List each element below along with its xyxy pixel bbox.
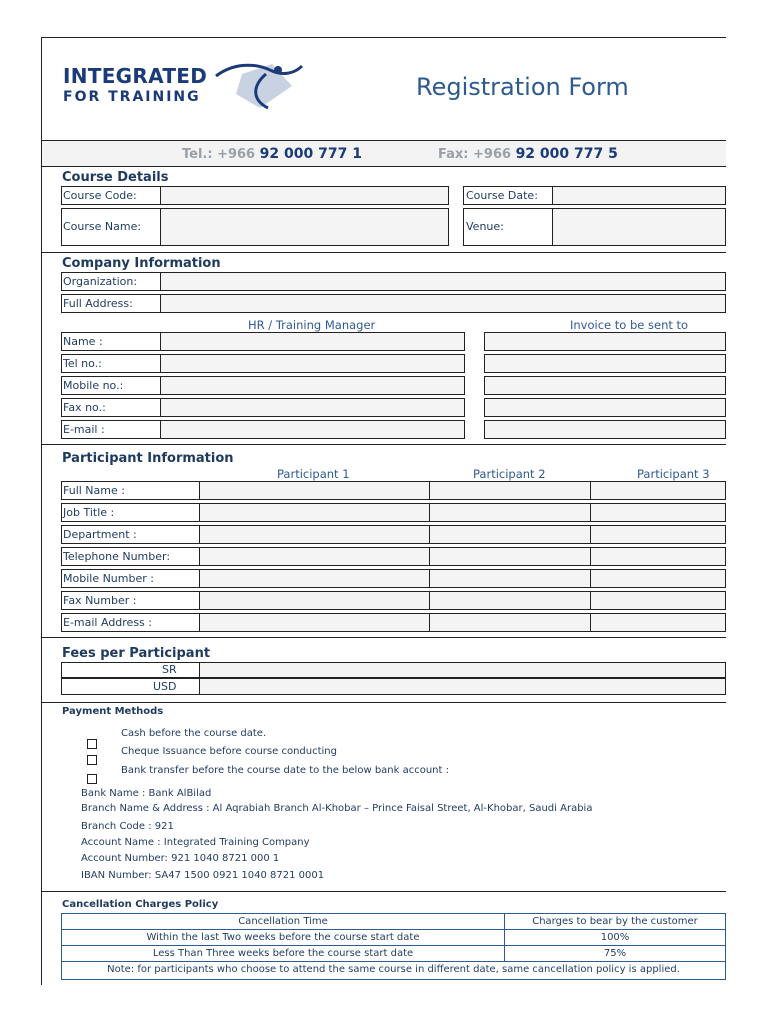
- fee-usd-label: USD: [153, 680, 177, 693]
- participant-2-telephone-input[interactable]: [429, 547, 591, 566]
- participant-1-email-input[interactable]: [199, 613, 430, 632]
- iban-text: IBAN Number: SA47 1500 0921 1040 8721 0001: [81, 870, 325, 881]
- fee-sr-input[interactable]: [199, 662, 726, 678]
- logo-text-integrated: INTEGRATED: [63, 64, 208, 88]
- row-label-telephone: Telephone Number:: [63, 550, 171, 563]
- participant-3-full-name-input[interactable]: [590, 481, 726, 500]
- course-date-label: Course Date:: [466, 189, 538, 202]
- hr-fax-input[interactable]: [160, 398, 465, 417]
- section-divider: [41, 891, 726, 892]
- participant-3-mobile-input[interactable]: [590, 569, 726, 588]
- invoice-tel-input[interactable]: [484, 354, 726, 373]
- participant-3-telephone-input[interactable]: [590, 547, 726, 566]
- participant-1-mobile-input[interactable]: [199, 569, 430, 588]
- hr-tel-input[interactable]: [160, 354, 465, 373]
- account-name-text: Account Name : Integrated Training Company: [81, 837, 310, 848]
- payment-option-cheque: Cheque Issuance before course conducting: [121, 746, 337, 757]
- frame-top-border: [41, 37, 726, 38]
- contact-label-mobile: Mobile no.:: [63, 379, 124, 392]
- contact-label-tel: Tel no.:: [63, 357, 102, 370]
- cancellation-time-cell: Less Than Three weeks before the course start date: [61, 945, 505, 962]
- participant-2-full-name-input[interactable]: [429, 481, 591, 500]
- participant-2-department-input[interactable]: [429, 525, 591, 544]
- cancellation-heading: Cancellation Charges Policy: [62, 899, 219, 910]
- participant-1-department-input[interactable]: [199, 525, 430, 544]
- course-name-input[interactable]: [160, 208, 449, 246]
- section-divider: [41, 444, 726, 445]
- participant-1-full-name-input[interactable]: [199, 481, 430, 500]
- invoice-fax-input[interactable]: [484, 398, 726, 417]
- participant-1-telephone-input[interactable]: [199, 547, 430, 566]
- fee-usd-input[interactable]: [199, 678, 726, 695]
- row-label-job-title: Job Title :: [63, 506, 115, 519]
- venue-label: Venue:: [466, 220, 504, 233]
- contact-label-fax: Fax no.:: [63, 401, 106, 414]
- organization-input[interactable]: [160, 272, 726, 291]
- participant-3-department-input[interactable]: [590, 525, 726, 544]
- course-code-label: Course Code:: [63, 189, 137, 202]
- contact-label-email: E-mail :: [63, 423, 105, 436]
- logo-figure-icon: [212, 56, 306, 112]
- venue-input[interactable]: [552, 208, 726, 246]
- invoice-email-input[interactable]: [484, 420, 726, 439]
- tel-line: [182, 146, 362, 162]
- contact-label-name: Name :: [63, 335, 103, 348]
- section-divider: [41, 252, 726, 253]
- organization-label: Organization:: [63, 275, 138, 288]
- branch-address-text: Branch Name & Address : Al Aqrabiah Branch Al-Khobar – Prince Faisal Street, Al-Khobar, Saudi Arabia: [81, 803, 593, 814]
- participant-3-email-input[interactable]: [590, 613, 726, 632]
- invoice-name-input[interactable]: [484, 332, 726, 351]
- cheque-checkbox[interactable]: [87, 755, 97, 765]
- cancellation-time-cell: Within the last Two weeks before the course start date: [61, 929, 505, 946]
- course-details-heading: Course Details: [62, 170, 169, 185]
- fax-line: [438, 146, 618, 162]
- participant-1-header: Participant 1: [277, 467, 350, 481]
- cash-checkbox[interactable]: [87, 739, 97, 749]
- row-label-department: Department :: [63, 528, 137, 541]
- bank-name-text: Bank Name : Bank AlBilad: [81, 788, 212, 799]
- branch-code-text: Branch Code : 921: [81, 821, 174, 832]
- participant-1-fax-input[interactable]: [199, 591, 430, 610]
- hr-mobile-input[interactable]: [160, 376, 465, 395]
- row-label-fax: Fax Number :: [63, 594, 137, 607]
- participant-3-job-title-input[interactable]: [590, 503, 726, 522]
- address-input[interactable]: [160, 294, 726, 313]
- hr-manager-header: HR / Training Manager: [248, 318, 376, 332]
- account-number-text: Account Number: 921 1040 8721 000 1: [81, 853, 280, 864]
- row-label-email: E-mail Address :: [63, 616, 152, 629]
- tel-number: 92 000 777 1: [259, 146, 362, 162]
- participant-2-job-title-input[interactable]: [429, 503, 591, 522]
- cancellation-note: Note: for participants who choose to attend the same course in different date, same cancellation policy is applied.: [61, 961, 726, 980]
- participant-info-heading: Participant Information: [62, 451, 234, 466]
- fee-sr-label: SR: [162, 663, 177, 676]
- charges-header: Charges to bear by the customer: [504, 913, 726, 930]
- address-label: Full Address:: [63, 297, 133, 310]
- participant-2-email-input[interactable]: [429, 613, 591, 632]
- invoice-header: Invoice to be sent to: [570, 318, 689, 332]
- frame-left-border: [41, 37, 42, 985]
- hr-name-input[interactable]: [160, 332, 465, 351]
- row-label-full-name: Full Name :: [63, 484, 125, 497]
- participant-2-mobile-input[interactable]: [429, 569, 591, 588]
- tel-label: Tel.: +966: [182, 147, 256, 162]
- bank-transfer-checkbox[interactable]: [87, 774, 97, 784]
- row-label-mobile: Mobile Number :: [63, 572, 154, 585]
- cancellation-time-header: Cancellation Time: [61, 913, 505, 930]
- contact-band: [42, 140, 726, 167]
- participant-1-job-title-input[interactable]: [199, 503, 430, 522]
- payment-option-cash: Cash before the course date.: [121, 728, 267, 739]
- charge-cell: 75%: [504, 945, 726, 962]
- course-date-input[interactable]: [552, 186, 726, 205]
- course-code-input[interactable]: [160, 186, 449, 205]
- participant-2-fax-input[interactable]: [429, 591, 591, 610]
- page-title: Registration Form: [416, 73, 629, 101]
- fax-number: 92 000 777 5: [515, 146, 618, 162]
- participant-3-header: Participant 3: [637, 467, 710, 481]
- fax-label: Fax: +966: [438, 147, 512, 162]
- charge-cell: 100%: [504, 929, 726, 946]
- course-name-label: Course Name:: [63, 220, 142, 233]
- participant-3-fax-input[interactable]: [590, 591, 726, 610]
- invoice-mobile-input[interactable]: [484, 376, 726, 395]
- section-divider: [41, 637, 726, 638]
- company-info-heading: Company Information: [62, 256, 221, 271]
- payment-methods-heading: Payment Methods: [62, 706, 164, 717]
- fees-heading: Fees per Participant: [62, 646, 211, 661]
- section-divider: [41, 702, 726, 703]
- logo-text-for-training: FOR TRAINING: [63, 89, 201, 105]
- hr-email-input[interactable]: [160, 420, 465, 439]
- payment-option-bank-transfer: Bank transfer before the course date to the below bank account :: [121, 765, 449, 776]
- participant-2-header: Participant 2: [473, 467, 546, 481]
